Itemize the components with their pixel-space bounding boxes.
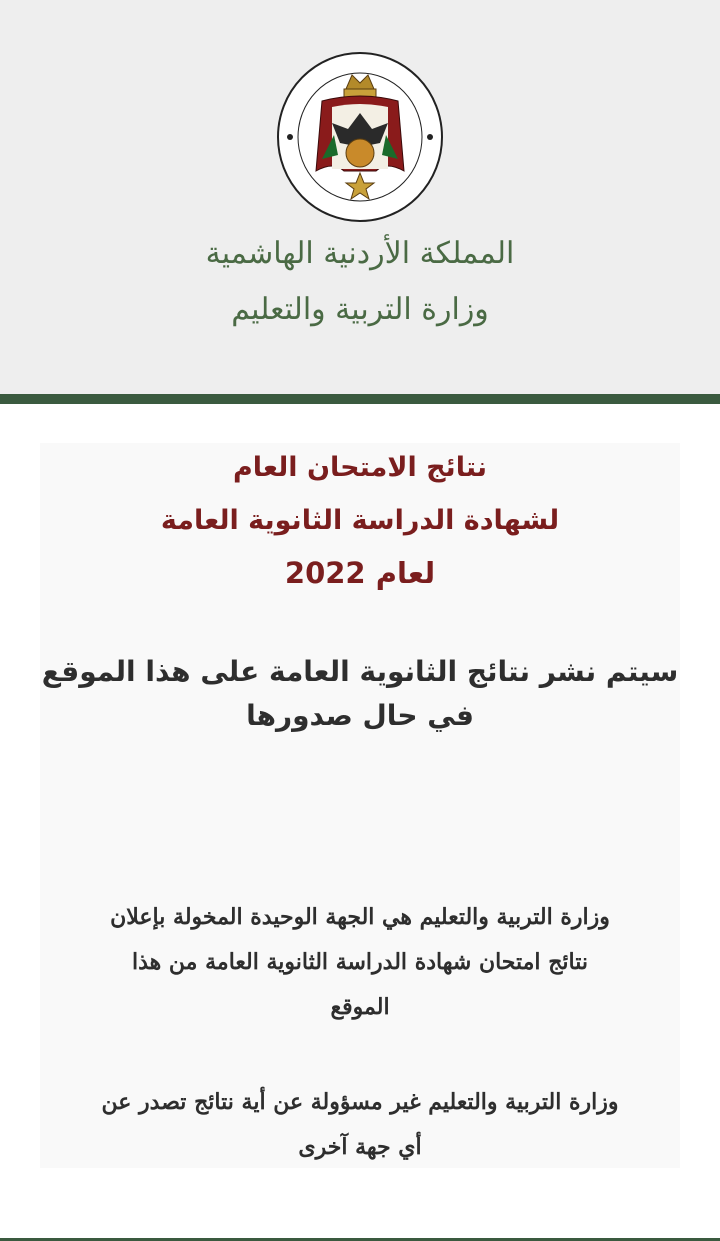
results-title-line2: لشهادة الدراسة الثانوية العامة	[160, 505, 560, 536]
results-title-line1: نتائج الامتحان العام	[233, 452, 487, 483]
content-card	[40, 443, 680, 1168]
jordan-coat-of-arms-icon	[276, 51, 444, 223]
authority-paragraph	[44, 895, 676, 1030]
publish-notice-line1: سيتم نشر نتائج الثانوية العامة على هذا الموقع	[41, 655, 679, 688]
authority-line2: نتائج امتحان شهادة الدراسة الثانوية العامة من هذا	[132, 949, 588, 975]
disclaimer-line2: أي جهة آخرى	[298, 1134, 422, 1160]
authority-line1: وزارة التربية والتعليم هي الجهة الوحيدة المخولة بإعلان	[110, 904, 610, 930]
publish-notice-line2: في حال صدورها	[246, 699, 474, 732]
kingdom-name: المملكة الأردنية الهاشمية	[205, 236, 515, 271]
ministry-name: وزارة التربية والتعليم	[231, 292, 489, 327]
disclaimer-line1: وزارة التربية والتعليم غير مسؤولة عن أية نتائج تصدر عن	[101, 1089, 619, 1115]
page-header	[0, 0, 720, 394]
results-title-year: لعام 2022	[284, 556, 436, 590]
authority-line3: الموقع	[330, 994, 390, 1020]
disclaimer-paragraph	[44, 1080, 676, 1170]
publish-notice	[40, 650, 680, 738]
header-divider	[0, 394, 720, 404]
